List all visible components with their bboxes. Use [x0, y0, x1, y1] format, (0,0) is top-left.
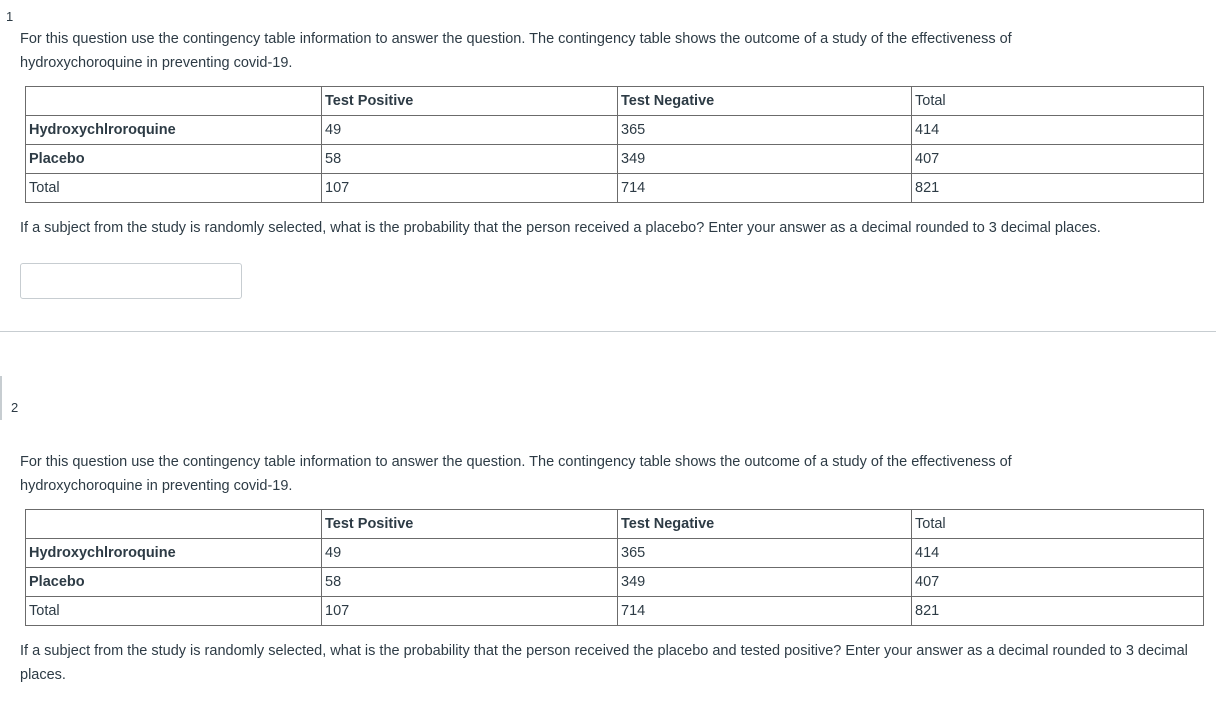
question-2-flag-marker — [0, 376, 2, 420]
question-1-contingency-table — [25, 86, 1204, 203]
table-cell: 107 — [322, 597, 618, 626]
table-cell: 714 — [618, 597, 912, 626]
table-row — [26, 174, 1204, 203]
table-cell: 58 — [322, 568, 618, 597]
table-cell: 821 — [912, 597, 1204, 626]
table-row-label: Placebo — [26, 145, 322, 174]
question-2-number: 2 — [11, 400, 19, 415]
table-cell: 714 — [618, 174, 912, 203]
table-row-label: Placebo — [26, 568, 322, 597]
table-row — [26, 539, 1204, 568]
table-row-label: Hydroxychlroroquine — [26, 116, 322, 145]
table-cell: 365 — [618, 539, 912, 568]
table-cell — [26, 87, 322, 116]
table-header-row — [26, 510, 1204, 539]
table-cell — [26, 510, 322, 539]
table-cell: 407 — [912, 568, 1204, 597]
question-2-intro: For this question use the contingency table information to answer the question. The contingency table shows the outcome of a study of the effectiveness of hydroxychoroquine in preventing covid-19. — [20, 454, 1012, 494]
table-row — [26, 145, 1204, 174]
table-cell: 349 — [618, 145, 912, 174]
question-1-intro: For this question use the contingency table information to answer the question. The contingency table shows the outcome of a study of the effectiveness of hydroxychoroquine in preventing covid-19. — [20, 31, 1012, 71]
question-1-prompt: If a subject from the study is randomly selected, what is the probability that the person received a placebo? Enter your answer as a decimal rounded to 3 decimal places. — [20, 220, 1101, 236]
table-cell: 407 — [912, 145, 1204, 174]
table-row — [26, 116, 1204, 145]
question-2-prompt: If a subject from the study is randomly selected, what is the probability that the person received the placebo and tested positive? Enter your answer as a decimal rounded to 3 decimal places. — [20, 643, 1188, 683]
question-2-contingency-table — [25, 509, 1204, 626]
table-header-cell: Total — [912, 87, 1204, 116]
question-divider — [0, 331, 1216, 332]
table-cell: 821 — [912, 174, 1204, 203]
table-cell: 349 — [618, 568, 912, 597]
table-cell: 107 — [322, 174, 618, 203]
table-header-cell: Total — [912, 510, 1204, 539]
table-row-label: Total — [26, 174, 322, 203]
table-cell: 49 — [322, 539, 618, 568]
question-1-answer-input[interactable] — [20, 263, 242, 299]
table-row — [26, 597, 1204, 626]
table-header-cell: Test Negative — [618, 510, 912, 539]
table-header-cell: Test Negative — [618, 87, 912, 116]
table-cell: 414 — [912, 539, 1204, 568]
table-row — [26, 568, 1204, 597]
table-row-label: Total — [26, 597, 322, 626]
table-header-cell: Test Positive — [322, 510, 618, 539]
table-cell: 414 — [912, 116, 1204, 145]
table-cell: 49 — [322, 116, 618, 145]
table-header-cell: Test Positive — [322, 87, 618, 116]
question-1-number: 1 — [6, 9, 14, 24]
table-cell: 58 — [322, 145, 618, 174]
table-cell: 365 — [618, 116, 912, 145]
table-header-row — [26, 87, 1204, 116]
table-row-label: Hydroxychlroroquine — [26, 539, 322, 568]
